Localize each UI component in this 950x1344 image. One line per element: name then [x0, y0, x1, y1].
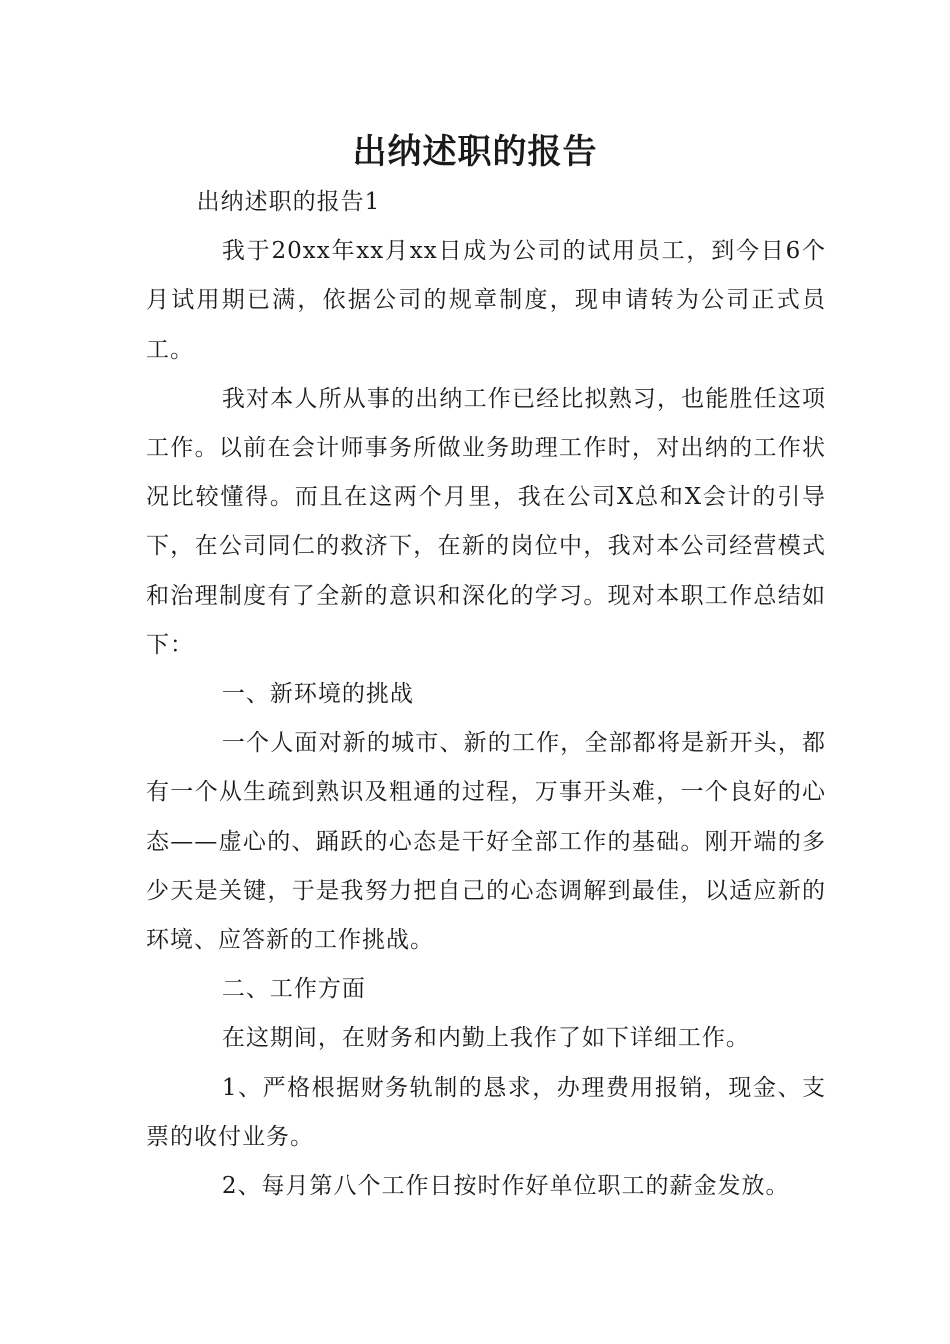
section-heading: 一、新环境的挑战 — [221, 681, 414, 708]
list-item: 2、每月第八个工作日按时作好单位职工的薪金发放。 — [221, 1173, 790, 1200]
paragraph: 我对本人所从事的出纳工作已经比拟熟习，也能胜任这项工作。以前在会计师事务所做业务助理工作时，对出纳的工作状况比较懂得。而且在这两个月里，我在公司X总和X会计的引导下，在公司同仁的救济下，在新的岗位中，我对本公司经营模式和治理制度有了全新的意识和深化的学习。现对本职工作总结如下： — [146, 385, 826, 658]
paragraph: 我于20xx年xx月xx日成为公司的试用员工，到今日6个月试用期已满，依据公司的规章制度，现申请转为公司正式员工。 — [146, 238, 826, 363]
document-title: 出纳述职的报告 — [352, 132, 598, 172]
section-heading: 二、工作方面 — [221, 976, 366, 1003]
document-body — [146, 178, 826, 1211]
paragraph: 一个人面对新的城市、新的工作，全部都将是新开头，都有一个从生疏到熟识及粗通的过程，万事开头难，一个良好的心态——虚心的、踊跃的心态是干好全部工作的基础。刚开端的多少天是关键，于是我努力把自己的心态调解到最佳，以适应新的环境、应答新的工作挑战。 — [146, 730, 826, 954]
list-item: 1、严格根据财务轨制的恳求，办理费用报销，现金、支票的收付业务。 — [146, 1074, 826, 1150]
section-subtitle: 出纳述职的报告1 — [196, 189, 381, 215]
paragraph: 在这期间，在财务和内勤上我作了如下详细工作。 — [221, 1025, 750, 1052]
